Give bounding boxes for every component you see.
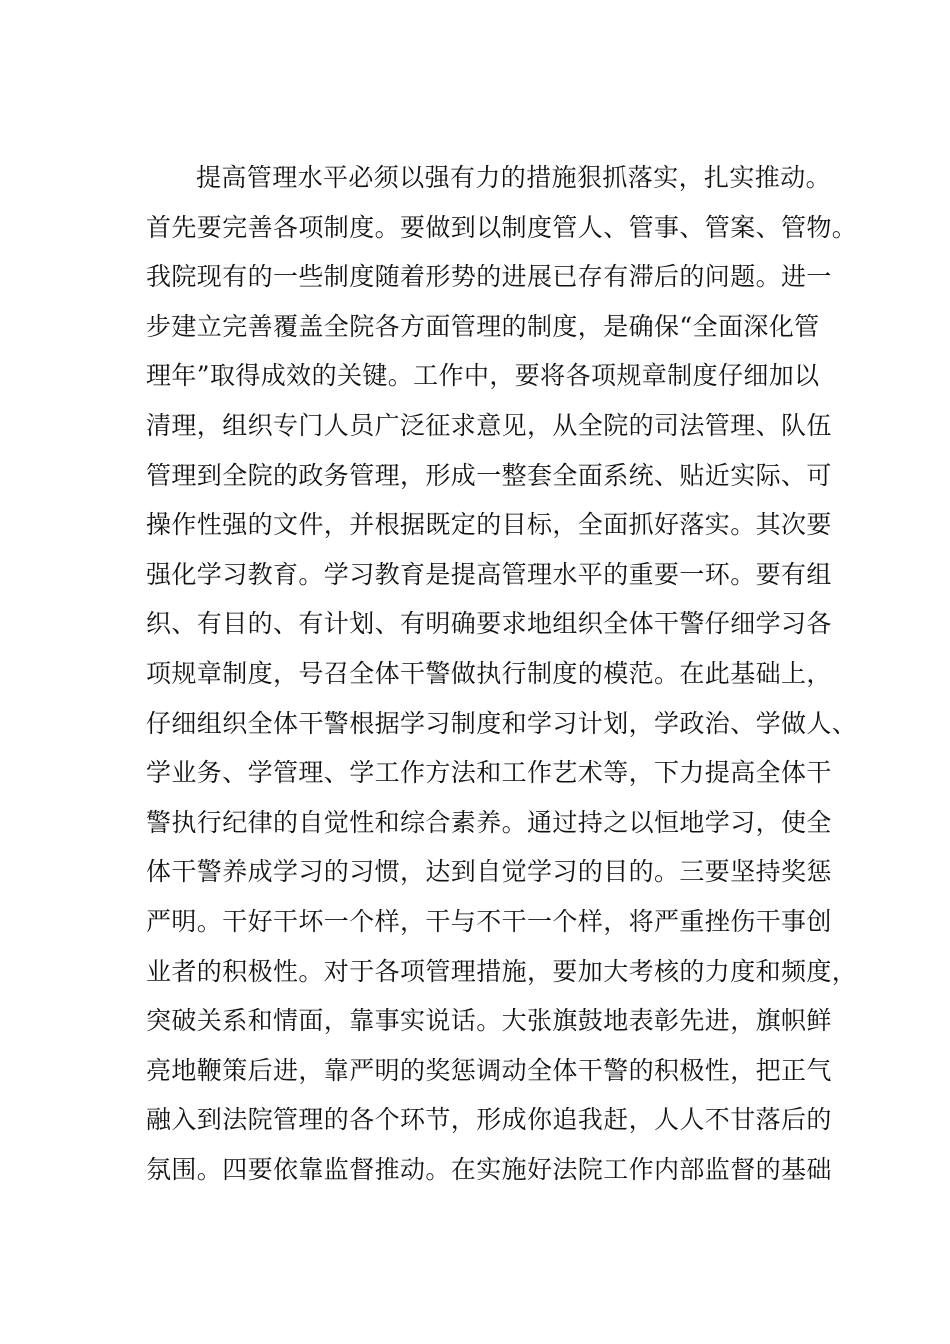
text-line: 操作性强的文件，并根据既定的目标，全面抓好落实。其次要	[146, 510, 832, 540]
text-line: 首先要完善各项制度。要做到以制度管人、管事、管案、管物。	[146, 212, 858, 242]
document-body	[146, 153, 858, 1194]
text-line: 仔细组织全体干警根据学习制度和学习计划，学政治、学做人、	[146, 708, 858, 738]
text-line: 步建立完善覆盖全院各方面管理的制度，是确保“全面深化管	[146, 311, 820, 341]
text-line: 织、有目的、有计划、有明确要求地组织全体干警仔细学习各	[146, 609, 832, 639]
text-line: 学业务、学管理、学工作方法和工作艺术等，下力提高全体干	[146, 758, 832, 788]
text-line: 提高管理水平必须以强有力的措施狠抓落实，扎实推动。	[196, 163, 832, 192]
text-line: 清理，组织专门人员广泛征求意见，从全院的司法管理、队伍	[146, 410, 832, 440]
text-line: 业者的积极性。对于各项管理措施，要加大考核的力度和频度，	[146, 956, 858, 986]
text-line: 我院现有的一些制度随着形势的进展已存有滞后的问题。进一	[146, 262, 832, 292]
text-line: 强化学习教育。学习教育是提高管理水平的重要一环。要有组	[146, 559, 832, 589]
text-line: 融入到法院管理的各个环节，形成你追我赶，人人不甘落后的	[146, 1105, 832, 1135]
text-line: 项规章制度，号召全体干警做执行制度的模范。在此基础上，	[146, 658, 832, 688]
text-line: 管理到全院的政务管理，形成一整套全面系统、贴近实际、可	[146, 460, 832, 490]
text-line: 氛围。四要依靠监督推动。在实施好法院工作内部监督的基础	[146, 1154, 832, 1184]
text-line: 体干警养成学习的习惯，达到自觉学习的目的。三要坚持奖惩	[146, 857, 832, 887]
text-line: 突破关系和情面，靠事实说话。大张旗鼓地表彰先进，旗帜鲜	[146, 1006, 832, 1036]
text-line: 理年”取得成效的关键。工作中，要将各项规章制度仔细加以	[146, 361, 820, 391]
text-line: 警执行纪律的自觉性和综合素养。通过持之以恒地学习，使全	[146, 807, 832, 837]
text-line: 亮地鞭策后进，靠严明的奖惩调动全体干警的积极性，把正气	[146, 1055, 832, 1085]
text-line: 严明。干好干坏一个样，干与不干一个样，将严重挫伤干事创	[146, 906, 832, 936]
